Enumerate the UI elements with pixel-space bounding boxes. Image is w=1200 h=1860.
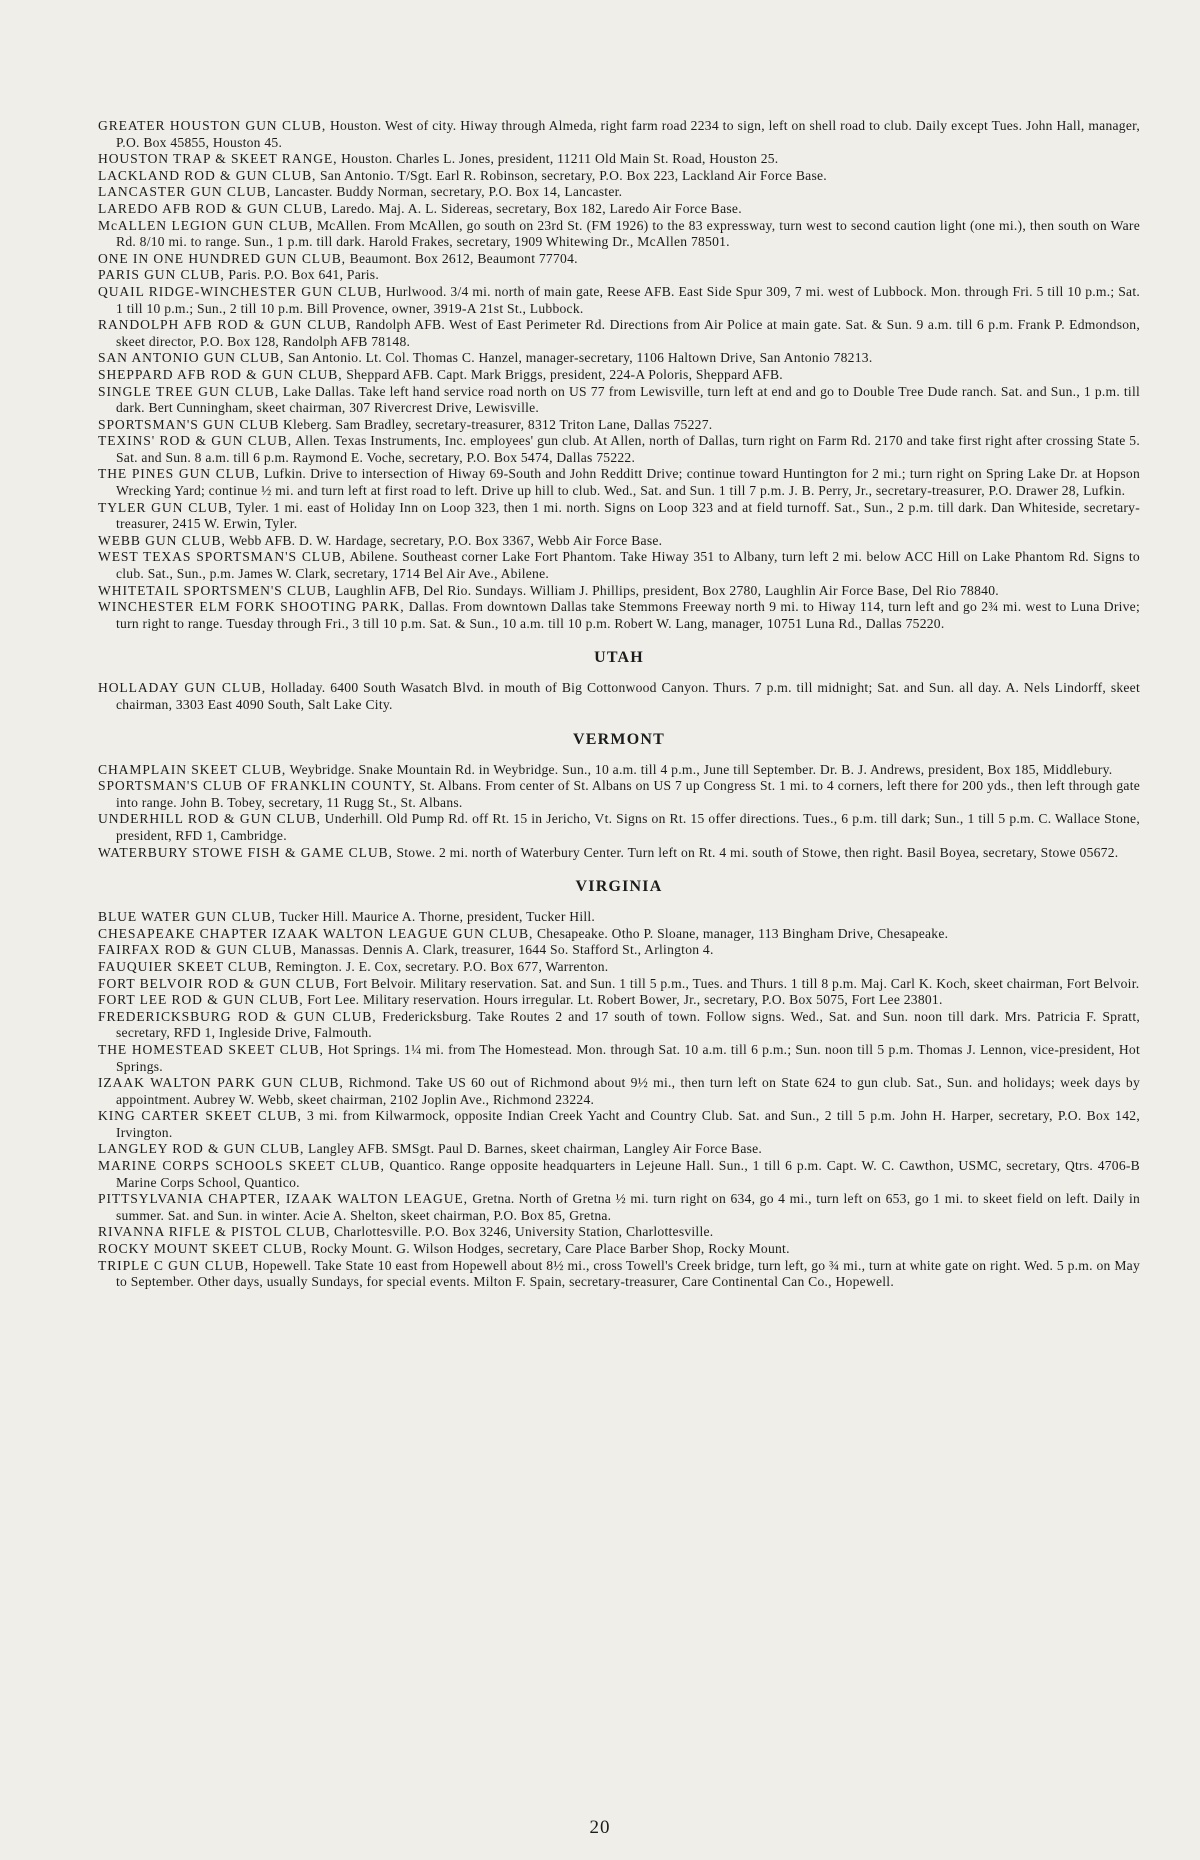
club-name: LANGLEY ROD & GUN CLUB, [98,1141,305,1157]
club-entry [98,778,1140,811]
club-name: SHEPPARD AFB ROD & GUN CLUB, [98,366,343,382]
club-details: Fredericksburg. Take Routes 2 and 17 south of town. Follow signs. Wed., Sat. and Sun. noon till dark. Mrs. Patricia F. Spratt, secretary, RFD 1, Ingleside Drive, Falmouth. [116,1008,1140,1041]
club-name: CHESAPEAKE CHAPTER IZAAK WALTON LEAGUE GUN CLUB, [98,925,534,941]
club-details: Allen. Texas Instruments, Inc. employees' gun club. At Allen, north of Dallas, turn right on Farm Rd. 2170 and take first right after crossing State 5. Sat. and Sun. 8 a.m. till 6 p.m. Raymond E. Voche, secretary, P.O. Box 5474, Dallas 75222. [116,433,1140,465]
club-name: TRIPLE C GUN CLUB, [98,1257,249,1273]
club-details: Underhill. Old Pump Rd. off Rt. 15 in Jericho, Vt. Signs on Rt. 15 offer directions. Tues., 6 p.m. till dark; Sun., 1 till 5 p.m. C. Wallace Stone, president, RFD 1, Cambridge. [116,811,1140,843]
club-entry [98,942,1140,959]
club-name: ONE IN ONE HUNDRED GUN CLUB, [98,250,346,266]
club-entry [98,284,1140,317]
club-entry [98,417,1140,434]
club-name: TEXINS' ROD & GUN CLUB, [98,433,293,449]
club-name: HOLLADAY GUN CLUB, [98,680,267,696]
club-name: LACKLAND ROD & GUN CLUB, [98,167,317,183]
club-name: QUAIL RIDGE-WINCHESTER GUN CLUB, [98,283,382,299]
club-details: Hopewell. Take State 10 east from Hopewell about 8½ mi., cross Towell's Creek bridge, turn left, go ¾ mi., turn at white gate on right. Wed. 5 p.m. on May to September. Other days, usually Sundays, for special events. Milton F. Spain, secretary-treasurer, Care Continental Can Co., Hopewell. [116,1257,1140,1290]
club-details: Tyler. 1 mi. east of Holiday Inn on Loop 323, then 1 mi. north. Signs on Loop 323 and at field turnoff. Sat., Sun., 2 p.m. till dark. Dan Whiteside, secretary-treasurer, 2415 W. Erwin, Tyler. [116,499,1140,532]
club-name: PITTSYLVANIA CHAPTER, IZAAK WALTON LEAGUE, [98,1191,468,1207]
club-entry [98,533,1140,550]
club-details: Richmond. Take US 60 out of Richmond about 9½ mi., then turn left on State 624 to gun club. Sat., Sun. and holidays; week days by appointment. Aubrey W. Webb, skeet chairman, 2102 Joplin Ave., Richmond 23224. [116,1075,1141,1107]
club-name: WEBB GUN CLUB, [98,532,226,548]
club-details: Quantico. Range opposite headquarters in Lejeune Hall. Sun., 1 till 6 p.m. Capt. W. C. Cawthon, USMC, secretary, Qtrs. 4706-B Marine Corps School, Quantico. [116,1158,1140,1190]
club-details: Fort Belvoir. Military reservation. Sat. and Sun. 1 till 5 p.m., Tues. and Thurs. 1 till 8 p.m. Maj. Carl K. Koch, skeet chairman, Fort Belvoir. [343,975,1140,991]
club-name: RIVANNA RIFLE & PISTOL CLUB, [98,1224,331,1240]
club-details: Laredo. Maj. A. L. Sidereas, secretary, Box 182, Laredo Air Force Base. [331,200,742,216]
club-entry [98,1158,1140,1191]
club-entry [98,1224,1140,1241]
club-entry [98,1075,1140,1108]
club-entry [98,845,1140,862]
club-entry [98,384,1140,417]
club-entry [98,992,1140,1009]
club-details: Manassas. Dennis A. Clark, treasurer, 1644 So. Stafford St., Arlington 4. [300,942,714,958]
club-name: FORT BELVOIR ROD & GUN CLUB, [98,975,340,991]
club-name: WHITETAIL SPORTSMEN'S CLUB, [98,582,332,598]
club-entry [98,926,1140,943]
state-heading: VERMONT [573,730,665,748]
state-heading: VIRGINIA [575,878,663,896]
club-entry [98,251,1140,268]
club-entry [98,500,1140,533]
club-entry [98,1009,1140,1042]
club-entry [98,218,1140,251]
club-name: SINGLE TREE GUN CLUB, [98,383,280,399]
club-name: WATERBURY STOWE FISH & GAME CLUB, [98,844,393,860]
club-entry [98,1042,1140,1075]
club-name: THE HOMESTEAD SKEET CLUB, [98,1041,324,1057]
club-name: RANDOLPH AFB ROD & GUN CLUB, [98,317,352,333]
club-name: SPORTSMAN'S GUN CLUB [98,416,280,432]
club-entry [98,583,1140,600]
club-name: HOUSTON TRAP & SKEET RANGE, [98,151,338,167]
club-name: CHAMPLAIN SKEET CLUB, [98,761,287,777]
club-details: Tucker Hill. Maurice A. Thorne, president, Tucker Hill. [279,909,596,925]
club-entry [98,466,1140,499]
texas-continued-section [98,118,1140,632]
club-name: LANCASTER GUN CLUB, [98,184,272,200]
club-details: McAllen. From McAllen, go south on 23rd St. (FM 1926) to the 83 expressway, turn west to second caution light (one mi.), then south on Ware Rd. 8/10 mi. to range. Sun., 1 p.m. till dark. Harold Frakes, secretary, 1909 Whitewing Dr., McAllen 78501. [116,217,1140,250]
club-details: Lufkin. Drive to intersection of Hiway 69-South and John Redditt Drive; continue toward Huntington for 2 mi.; turn right on Spring Lake Dr. at Hopson Wrecking Yard; continue ½ mi. and turn left at first road to left. Drive up hill to club. Wed., Sat. and Sun. 1 till 7 p.m. J. B. Perry, Jr., secretary-treasurer, P.O. Drawer 28, Lufkin. [116,466,1140,499]
club-entry [98,168,1140,185]
club-details: Paris. P.O. Box 641, Paris. [228,267,379,283]
club-name: FORT LEE ROD & GUN CLUB, [98,992,304,1008]
club-name: KING CARTER SKEET CLUB, [98,1108,302,1124]
club-details: Fort Lee. Military reservation. Hours irregular. Lt. Robert Bower, Jr., secretary, P.O. Box 5075, Fort Lee 23801. [307,992,943,1008]
club-name: FAUQUIER SKEET CLUB, [98,958,273,974]
club-details: 3 mi. from Kilwarmock, opposite Indian Creek Yacht and Country Club. Sat. and Sun., 2 till 5 p.m. John H. Harper, secretary, P.O. Box 142, Irvington. [116,1108,1140,1140]
club-details: Remington. J. E. Cox, secretary. P.O. Box 677, Warrenton. [275,958,609,974]
club-details: Houston. West of city. Hiway through Almeda, right farm road 2234 to sign, left on shell road to club. Daily except Tues. John Hall, manager, P.O. Box 45855, Houston 45. [116,118,1141,150]
club-details: Stowe. 2 mi. north of Waterbury Center. Turn left on Rt. 4 mi. south of Stowe, then right. Basil Boyea, secretary, Stowe 05672. [396,844,1119,860]
club-details: Lancaster. Buddy Norman, secretary, P.O. Box 14, Lancaster. [274,184,623,200]
club-entry [98,367,1140,384]
utah-section [98,649,1140,713]
club-details: Chesapeake. Otho P. Sloane, manager, 113 Bingham Drive, Chesapeake. [536,925,949,941]
club-name: WINCHESTER ELM FORK SHOOTING PARK, [98,599,405,615]
club-entry [98,201,1140,218]
club-entry [98,680,1140,713]
club-details: Kleberg. Sam Bradley, secretary-treasurer, 8312 Triton Lane, Dallas 75227. [282,416,713,432]
club-entry [98,1141,1140,1158]
club-details: Holladay. 6400 South Wasatch Blvd. in mouth of Big Cottonwood Canyon. Thurs. 7 p.m. till midnight; Sat. and Sun. all day. A. Nels Lindorff, skeet chairman, 3303 East 4090 South, Salt Lake City. [116,680,1140,712]
club-details: Hurlwood. 3/4 mi. north of main gate, Reese AFB. East Side Spur 309, 7 mi. west of Lubbock. Mon. through Fri. 5 till 10 p.m.; Sat. 1 till 10 p.m.; Sun., 2 till 10 p.m. Bill Provence, owner, 3919-A 21st St., Lubbock. [116,283,1140,316]
club-name: FAIRFAX ROD & GUN CLUB, [98,942,297,958]
virginia-section [98,878,1140,1291]
club-details: Lake Dallas. Take left hand service road north on US 77 from Lewisville, turn left at end and go to Double Tree Dude ranch. Sat. and Sun., 1 p.m. till dark. Bert Cunningham, skeet chairman, 307 Rivercrest Drive, Lewisville. [116,383,1140,416]
club-entry [98,1241,1140,1258]
club-entry [98,909,1140,926]
club-entry [98,599,1140,632]
club-details: Sheppard AFB. Capt. Mark Briggs, president, 224-A Poloris, Sheppard AFB. [346,366,783,382]
club-details: Beaumont. Box 2612, Beaumont 77704. [349,250,578,266]
vermont-section [98,731,1140,862]
club-name: SAN ANTONIO GUN CLUB, [98,350,285,366]
state-heading: UTAH [594,649,644,667]
club-name: SPORTSMAN'S CLUB OF FRANKLIN COUNTY, [98,778,416,794]
club-entry [98,549,1140,582]
club-name: PARIS GUN CLUB, [98,267,225,283]
club-entry [98,267,1140,284]
club-entry [98,976,1140,993]
club-details: Gretna. North of Gretna ½ mi. turn right on 634, go 4 mi., turn left on 653, go 1 mi. to skeet field on left. Daily in summer. Sat. and Sun. in winter. Acie A. Shelton, skeet chairman, P.O. Box 85, Gretna. [116,1191,1141,1223]
club-entry [98,811,1140,844]
page-number: 20 [589,1817,611,1838]
club-name: FREDERICKSBURG ROD & GUN CLUB, [98,1008,377,1024]
club-entry [98,184,1140,201]
club-entry [98,1191,1140,1224]
club-entry [98,317,1140,350]
club-details: San Antonio. T/Sgt. Earl R. Robinson, secretary, P.O. Box 223, Lackland Air Force Base. [320,167,827,183]
club-name: UNDERHILL ROD & GUN CLUB, [98,811,321,827]
club-details: Dallas. From downtown Dallas take Stemmons Freeway north 9 mi. to Hiway 114, turn left and go 2¾ mi. west to Luna Drive; turn right to range. Tuesday through Fri., 3 till 10 p.m. Sat. & Sun., 10 a.m. till 10 p.m. Robert W. Lang, manager, 10751 Luna Rd., Dallas 75220. [116,599,1140,631]
club-name: WEST TEXAS SPORTSMAN'S CLUB, [98,549,346,565]
club-details: St. Albans. From center of St. Albans on US 7 up Congress St. 1 mi. to 4 corners, left there for 200 yds., then left through gate into range. John B. Tobey, secretary, 11 Rugg St., St. Albans. [116,778,1141,810]
club-entry [98,350,1140,367]
club-name: TYLER GUN CLUB, [98,499,233,515]
club-details: Charlottesville. P.O. Box 3246, University Station, Charlottesville. [333,1224,714,1240]
club-details: Randolph AFB. West of East Perimeter Rd. Directions from Air Police at main gate. Sat. & Sun. 9 a.m. till 6 p.m. Frank P. Edmondson, skeet director, P.O. Box 128, Randolph AFB 78148. [116,317,1141,349]
club-entry [98,1108,1140,1141]
club-entry [98,151,1140,168]
club-name: ROCKY MOUNT SKEET CLUB, [98,1241,308,1257]
club-details: San Antonio. Lt. Col. Thomas C. Hanzel, manager-secretary, 1106 Haltown Drive, San Antonio 78213. [287,350,873,366]
club-details: Abilene. Southeast corner Lake Fort Phantom. Take Hiway 351 to Albany, turn left 2 mi. below ACC Hill on Lake Phantom Rd. Signs to club. Sat., Sun., p.m. James W. Clark, secretary, 1714 Bel Air Ave., Abilene. [116,549,1140,582]
club-name: GREATER HOUSTON GUN CLUB, [98,118,327,133]
club-details: Langley AFB. SMSgt. Paul D. Barnes, skeet chairman, Langley Air Force Base. [308,1141,763,1157]
club-entry [98,118,1140,151]
club-name: MARINE CORPS SCHOOLS SKEET CLUB, [98,1158,385,1174]
club-name: McALLEN LEGION GUN CLUB, [98,217,314,233]
club-details: Houston. Charles L. Jones, president, 11211 Old Main St. Road, Houston 25. [341,151,779,167]
club-details: Rocky Mount. G. Wilson Hodges, secretary, Care Place Barber Shop, Rocky Mount. [310,1241,790,1257]
club-entry [98,959,1140,976]
club-details: Laughlin AFB, Del Rio. Sundays. William J. Phillips, president, Box 2780, Laughlin Air Force Base, Del Rio 78840. [334,582,999,598]
club-details: Hot Springs. 1¼ mi. from The Homestead. Mon. through Sat. 10 a.m. till 6 p.m.; Sun. noon till 5 p.m. Thomas J. Lennon, vice-president, Hot Springs. [116,1041,1141,1074]
club-entry [98,1258,1140,1291]
club-name: THE PINES GUN CLUB, [98,466,260,482]
club-details: Webb AFB. D. W. Hardage, secretary, P.O. Box 3367, Webb Air Force Base. [229,532,663,548]
club-entry [98,433,1140,466]
club-entry [98,762,1140,779]
club-name: BLUE WATER GUN CLUB, [98,909,276,925]
club-details: Weybridge. Snake Mountain Rd. in Weybridge. Sun., 10 a.m. till 4 p.m., June till September. Dr. B. J. Andrews, president, Box 185, Middlebury. [289,761,1113,777]
club-name: LAREDO AFB ROD & GUN CLUB, [98,200,328,216]
club-name: IZAAK WALTON PARK GUN CLUB, [98,1075,344,1091]
